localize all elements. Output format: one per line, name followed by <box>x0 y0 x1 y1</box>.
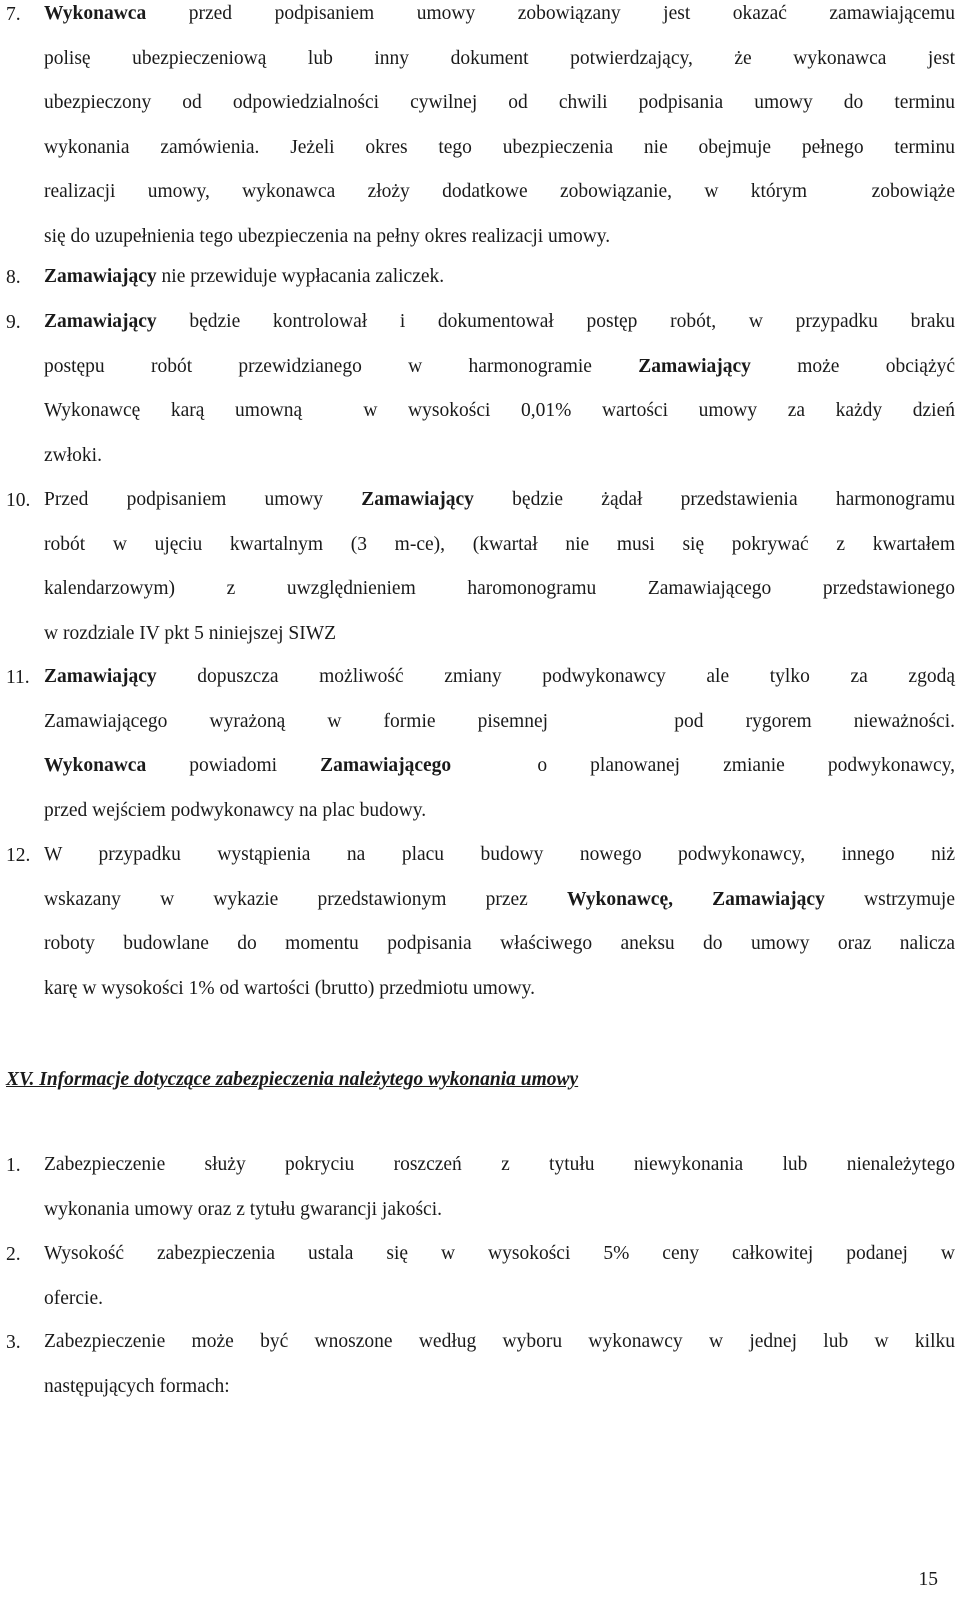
page-number: 15 <box>918 1569 938 1590</box>
text-line <box>44 434 955 479</box>
text-run: o planowanej zmianie podwykonawcy, <box>451 755 956 777</box>
text-run: wskazany w wykazie przedstawionym przez <box>44 888 567 910</box>
text-run: Wykonawcę karą umowną w wysokości 0,01% wartości umowy za każdy dzień <box>44 400 955 422</box>
text-line <box>44 37 955 82</box>
text-run: następujących formach: <box>44 1375 230 1397</box>
item-number: 1. <box>6 1155 21 1176</box>
text-line <box>44 1365 955 1410</box>
text-line <box>44 789 955 834</box>
text-line <box>44 567 955 612</box>
text-line <box>44 255 955 300</box>
bold-text: Wykonawcę, Zamawiający <box>567 888 825 910</box>
text-line <box>44 744 955 789</box>
text-run: się do uzupełnienia tego ubezpieczenia na pełny okres realizacji umowy. <box>44 225 611 247</box>
text-run: w rozdziale IV pkt 5 niniejszej SIWZ <box>44 622 337 644</box>
text-run: będzie żądał przedstawienia harmonogramu <box>473 489 955 510</box>
text-run: zwłoki. <box>44 444 102 466</box>
text-run: może obciążyć <box>750 355 955 377</box>
text-line <box>44 1232 955 1277</box>
section-heading: XV. Informacje dotyczące zabezpieczenia należytego wykonania umowy <box>6 1069 579 1090</box>
text-line <box>44 833 955 878</box>
text-run: Zabezpieczenie może być wnoszone według wyboru wykonawcy w jednej lub w kilku <box>44 1331 955 1352</box>
bold-text: Zamawiający <box>361 489 474 510</box>
text-run: kalendarzowym) z uwzględnieniem haromonogramu Zamawiającego przedstawionego <box>44 578 955 600</box>
text-run: roboty budowlane do momentu podpisania właściwego aneksu do umowy oraz nalicza <box>44 933 955 955</box>
text-line <box>44 170 955 215</box>
item-text <box>44 478 955 656</box>
bold-text: Zamawiający <box>44 311 157 332</box>
text-line <box>44 612 955 657</box>
text-line <box>44 81 955 126</box>
text-line <box>44 126 955 171</box>
text-line <box>44 700 955 745</box>
text-line <box>44 967 955 1012</box>
text-run: robót w ujęciu kwartalnym (3 m-ce), (kwartał nie musi się pokrywać z kwartałem <box>44 533 955 555</box>
item-text <box>44 1143 955 1232</box>
text-line <box>44 1277 955 1322</box>
text-line <box>44 1320 955 1365</box>
bold-text: Zamawiający <box>44 266 157 287</box>
item-number: 9. <box>6 312 21 333</box>
text-line <box>44 478 955 523</box>
text-run: powiadomi <box>146 755 321 777</box>
item-number: 11. <box>6 667 30 688</box>
item-text <box>44 255 955 300</box>
item-number: 10. <box>6 490 31 511</box>
item-number: 8. <box>6 267 21 288</box>
text-line <box>44 1143 955 1188</box>
item-text <box>44 0 955 260</box>
text-run: wykonania zamówienia. Jeżeli okres tego ubezpieczenia nie obejmuje pełnego terminu <box>44 136 955 158</box>
text-line <box>44 523 955 568</box>
text-run: Zamawiającego wyrażoną w formie pisemnej pod rygorem nieważności. <box>44 710 955 732</box>
bold-text: Zamawiający <box>638 355 751 377</box>
text-run: karę w wysokości 1% od wartości (brutto) przedmiotu umowy. <box>44 977 536 999</box>
text-run: Wysokość zabezpieczenia ustala się w wysokości 5% ceny całkowitej podanej w <box>44 1243 955 1264</box>
item-number: 3. <box>6 1332 21 1353</box>
text-line <box>44 878 955 923</box>
text-line <box>44 1188 955 1233</box>
text-line <box>44 345 955 390</box>
text-run: dopuszcza możliwość zmiany podwykonawcy ale tylko za zgodą <box>156 666 955 687</box>
text-run: postępu robót przewidzianego w harmonogramie <box>44 355 639 377</box>
item-text <box>44 1232 955 1321</box>
item-text <box>44 655 955 833</box>
bold-text: Zamawiającego <box>320 755 452 777</box>
text-line <box>44 922 955 967</box>
text-run: ofercie. <box>44 1287 103 1309</box>
text-run: nie przewiduje wypłacania zaliczek. <box>156 266 445 287</box>
text-run: będzie kontrolował i dokumentował postęp robót, w przypadku braku <box>156 311 955 332</box>
item-number: 2. <box>6 1244 21 1265</box>
bold-text: Wykonawca <box>44 755 147 777</box>
item-number: 12. <box>6 845 31 866</box>
text-run: wykonania umowy oraz z tytułu gwarancji jakości. <box>44 1198 443 1220</box>
text-run: ubezpieczony od odpowiedzialności cywilnej od chwili podpisania umowy do terminu <box>44 92 955 114</box>
text-line <box>44 655 955 700</box>
item-text <box>44 833 955 1011</box>
text-run: wstrzymuje <box>824 888 955 910</box>
bold-text: Wykonawca <box>44 3 147 24</box>
text-line <box>44 389 955 434</box>
text-run: przed podpisaniem umowy zobowiązany jest okazać zamawiającemu <box>146 3 955 24</box>
text-line <box>44 300 955 345</box>
text-run: realizacji umowy, wykonawca złoży dodatkowe zobowiązanie, w którym zobowiąże <box>44 181 955 203</box>
item-number: 7. <box>6 4 21 25</box>
text-line <box>44 0 955 37</box>
text-run: polisę ubezpieczeniową lub inny dokument potwierdzający, że wykonawca jest <box>44 47 955 69</box>
text-run: Przed podpisaniem umowy <box>44 489 362 510</box>
text-run: przed wejściem podwykonawcy na plac budowy. <box>44 799 427 821</box>
bold-text: Zamawiający <box>44 666 157 687</box>
text-line <box>44 215 955 260</box>
text-run: W przypadku wystąpienia na placu budowy nowego podwykonawcy, innego niż <box>44 844 955 865</box>
item-text <box>44 1320 955 1409</box>
item-text <box>44 300 955 478</box>
text-run: Zabezpieczenie służy pokryciu roszczeń z tytułu niewykonania lub nienależytego <box>44 1154 955 1175</box>
